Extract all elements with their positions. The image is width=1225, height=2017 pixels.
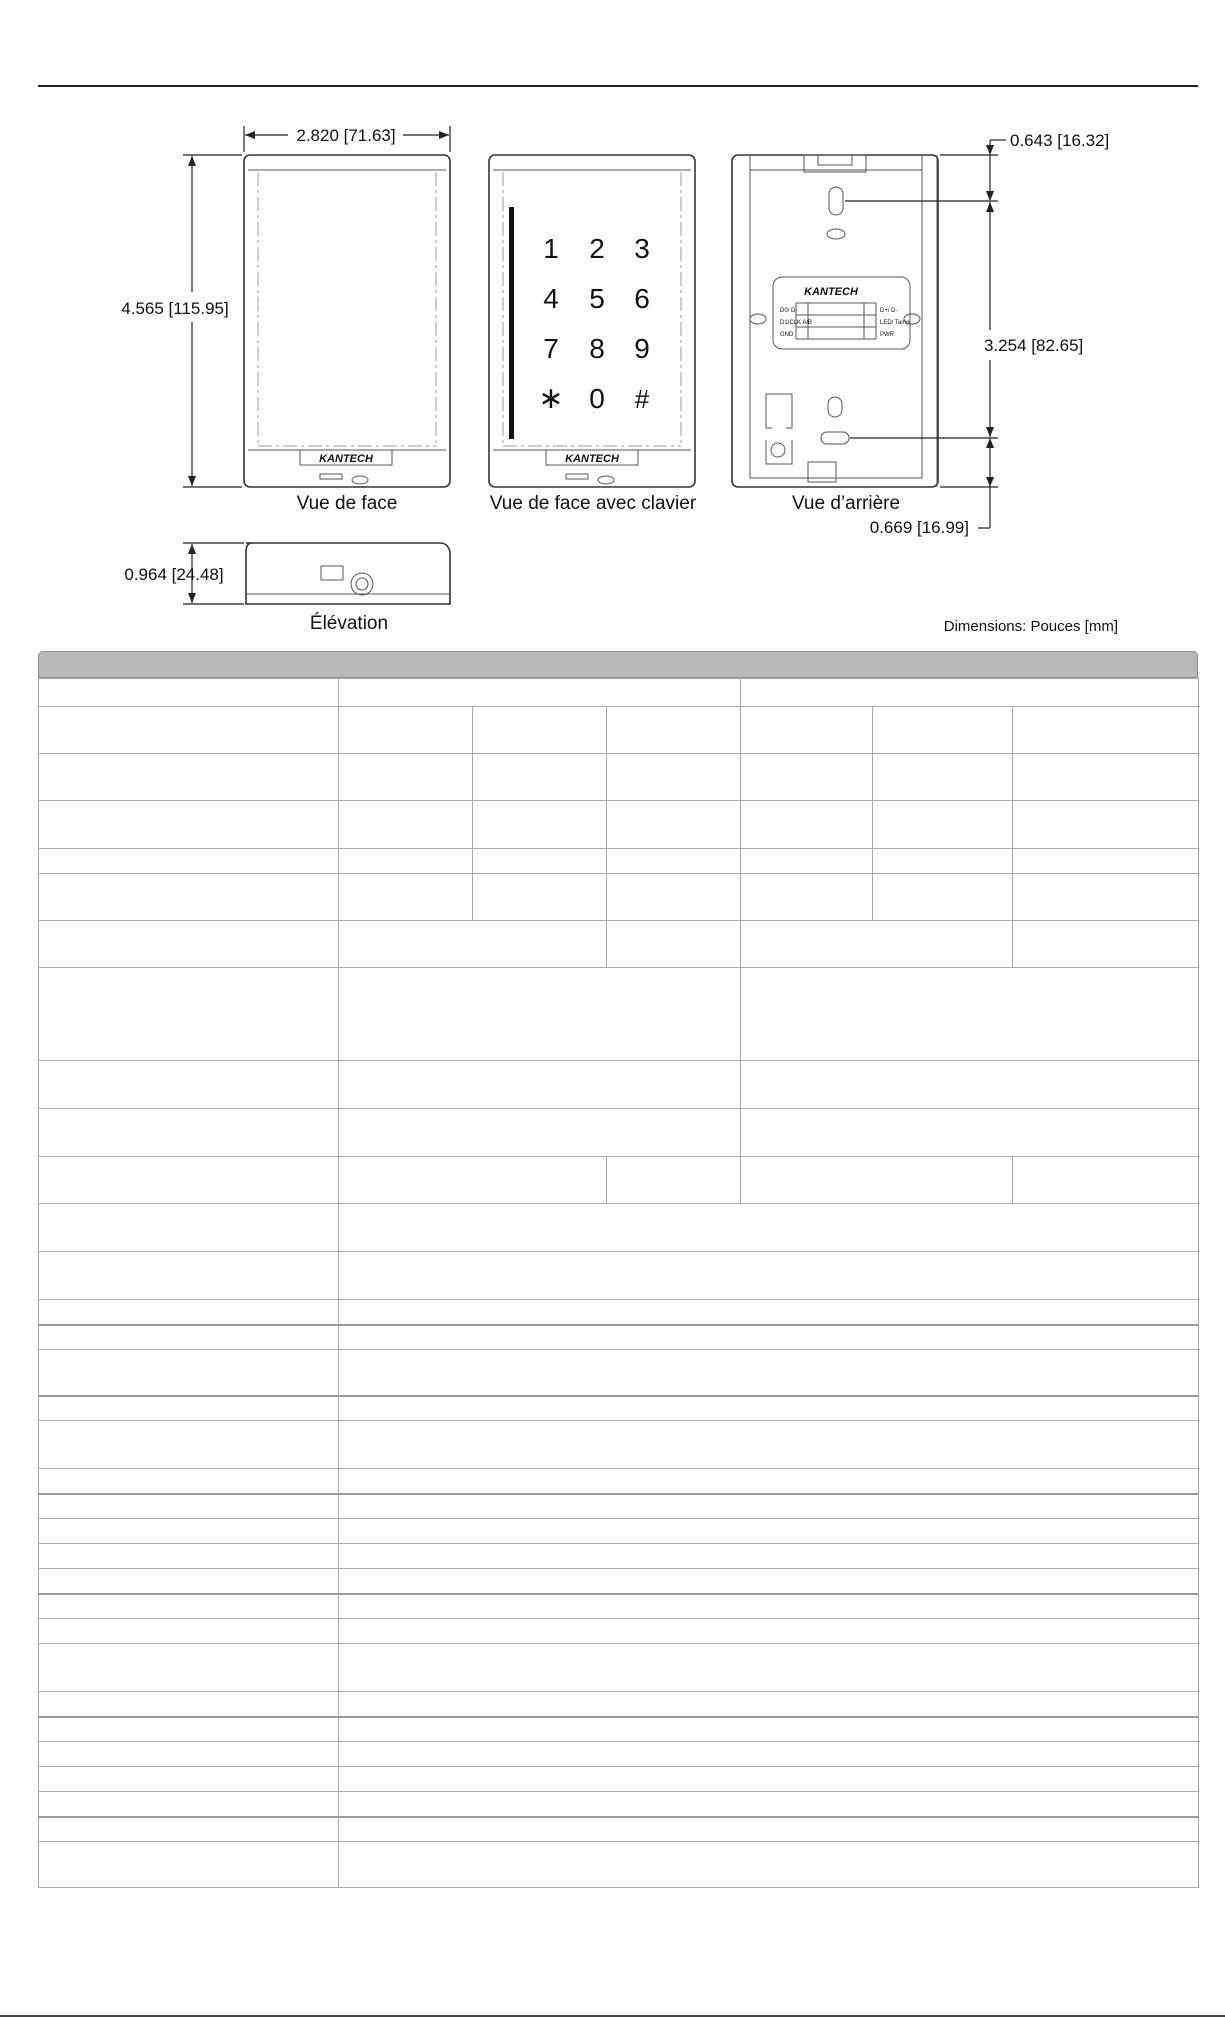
table-cell	[39, 1061, 339, 1109]
table-row	[39, 1717, 1199, 1742]
table-cell	[607, 1157, 741, 1204]
table-cell	[39, 1157, 339, 1204]
keypad-view-drawing	[489, 155, 697, 514]
table-cell	[339, 1325, 1199, 1350]
table-row	[39, 1494, 1199, 1519]
table-row	[39, 1300, 1199, 1325]
table-row	[39, 1569, 1199, 1594]
table-row	[39, 1742, 1199, 1767]
table-cell	[607, 801, 741, 849]
keypad-key-0: 0	[589, 383, 605, 414]
keypad-key-5: 5	[589, 283, 605, 314]
terminal-left-3: GND	[780, 332, 794, 338]
table-cell	[1013, 874, 1199, 921]
table-cell	[339, 1742, 1199, 1767]
table-cell	[39, 1792, 339, 1817]
terminal-right-3: PWR	[880, 332, 894, 338]
table-cell	[39, 1619, 339, 1644]
back-view-caption: Vue d’arrière	[791, 493, 901, 514]
table-row	[39, 1157, 1199, 1204]
table-cell	[339, 1644, 1199, 1692]
table-cell	[873, 707, 1013, 754]
table-row	[39, 707, 1199, 754]
table-cell	[39, 1594, 339, 1619]
table-row	[39, 1519, 1199, 1544]
table-row	[39, 1109, 1199, 1157]
table-cell	[39, 1396, 339, 1421]
table-cell	[339, 1494, 1199, 1519]
keypad-led-bar	[509, 207, 514, 439]
front-view-drawing	[121, 126, 450, 514]
table-cell	[339, 874, 473, 921]
table-cell	[741, 968, 1199, 1061]
front-height-label: 4.565 [115.95]	[121, 299, 229, 318]
table-cell	[607, 921, 741, 968]
table-cell	[1013, 921, 1199, 968]
elevation-caption: Élévation	[309, 613, 389, 634]
table-row	[39, 1204, 1199, 1252]
table-cell	[339, 1569, 1199, 1594]
table-cell	[339, 679, 741, 707]
keypad-key-star: ∗	[538, 382, 564, 415]
table-cell	[339, 801, 473, 849]
table-row	[39, 1767, 1199, 1792]
table-row	[39, 849, 1199, 874]
technical-drawings	[0, 0, 1225, 650]
elevation-height-label: 0.964 [24.48]	[124, 565, 224, 584]
table-cell	[339, 1421, 1199, 1469]
table-cell	[741, 849, 873, 874]
table-row	[39, 1544, 1199, 1569]
table-cell	[339, 1817, 1199, 1842]
table-cell	[339, 754, 473, 801]
front-width-label: 2.820 [71.63]	[296, 126, 396, 145]
table-cell	[39, 874, 339, 921]
table-row	[39, 1644, 1199, 1692]
table-row	[39, 1469, 1199, 1494]
table-cell	[873, 801, 1013, 849]
table-cell	[39, 1350, 339, 1396]
table-cell	[873, 849, 1013, 874]
table-cell	[39, 1544, 339, 1569]
table-cell	[741, 801, 873, 849]
table-cell	[39, 1692, 339, 1717]
table-cell	[607, 849, 741, 874]
table-row	[39, 1061, 1199, 1109]
terminal-left-1: D0/ D-	[780, 308, 798, 314]
spec-table-container	[38, 651, 1198, 1888]
table-cell	[339, 1061, 741, 1109]
table-cell	[473, 849, 607, 874]
table-cell	[339, 1692, 1199, 1717]
table-row	[39, 874, 1199, 921]
table-cell	[339, 1469, 1199, 1494]
table-cell	[1013, 707, 1199, 754]
table-cell	[339, 1594, 1199, 1619]
table-cell	[741, 1109, 1199, 1157]
table-cell	[39, 1469, 339, 1494]
table-cell	[39, 849, 339, 874]
spec-table	[38, 678, 1199, 1888]
table-cell	[607, 874, 741, 921]
table-cell	[339, 921, 607, 968]
back-view-drawing	[732, 131, 1109, 537]
table-cell	[339, 1350, 1199, 1396]
table-cell	[339, 849, 473, 874]
keypad-key-1: 1	[543, 233, 559, 264]
table-row	[39, 1421, 1199, 1469]
keypad-key-4: 4	[543, 283, 559, 314]
table-row	[39, 1396, 1199, 1421]
table-cell	[39, 1204, 339, 1252]
table-cell	[339, 1157, 607, 1204]
table-row	[39, 1792, 1199, 1817]
table-row	[39, 754, 1199, 801]
table-cell	[339, 1396, 1199, 1421]
table-cell	[39, 1300, 339, 1325]
table-cell	[339, 1519, 1199, 1544]
table-cell	[339, 1544, 1199, 1569]
terminal-left-2: D1/CLK A/B	[780, 320, 813, 326]
table-cell	[39, 1494, 339, 1519]
table-cell	[39, 1717, 339, 1742]
table-cell	[39, 1742, 339, 1767]
terminal-right-1: D+/ D-	[880, 308, 898, 314]
table-cell	[607, 707, 741, 754]
table-cell	[873, 874, 1013, 921]
table-row	[39, 1817, 1199, 1842]
table-row	[39, 1692, 1199, 1717]
table-row	[39, 1325, 1199, 1350]
table-cell	[339, 1717, 1199, 1742]
front-view-caption: Vue de face	[296, 493, 398, 514]
table-cell	[39, 801, 339, 849]
keypad-key-3: 3	[634, 233, 650, 264]
back-mid-dimension: 3.254 [82.65]	[984, 336, 1084, 355]
back-brand-text: KANTECH	[804, 286, 858, 298]
table-cell	[741, 679, 1199, 707]
table-row	[39, 1350, 1199, 1396]
spec-table-header-bar	[38, 651, 1198, 678]
table-cell	[339, 1109, 741, 1157]
keypad-brand-text: KANTECH	[565, 453, 619, 465]
keypad-key-hash: #	[634, 384, 650, 414]
table-cell	[473, 707, 607, 754]
table-cell	[339, 1204, 1199, 1252]
keypad-key-8: 8	[589, 333, 605, 364]
table-row	[39, 1252, 1199, 1300]
table-cell	[39, 1421, 339, 1469]
table-cell	[39, 968, 339, 1061]
table-cell	[1013, 1157, 1199, 1204]
table-row	[39, 801, 1199, 849]
table-cell	[741, 874, 873, 921]
table-cell	[39, 1842, 339, 1888]
table-row	[39, 1594, 1199, 1619]
keypad-key-6: 6	[634, 283, 650, 314]
table-cell	[473, 801, 607, 849]
table-cell	[39, 1325, 339, 1350]
units-note: Dimensions: Pouces [mm]	[943, 618, 1118, 635]
table-cell	[39, 1252, 339, 1300]
table-cell	[1013, 754, 1199, 801]
table-cell	[873, 754, 1013, 801]
back-bottom-dimension: 0.669 [16.99]	[869, 518, 969, 537]
terminal-right-2: LED/ Tamp	[880, 320, 910, 326]
table-cell	[741, 1061, 1199, 1109]
table-cell	[741, 1157, 1013, 1204]
front-brand-text: KANTECH	[319, 453, 373, 465]
keypad-key-9: 9	[634, 333, 650, 364]
table-cell	[741, 707, 873, 754]
table-row	[39, 679, 1199, 707]
table-cell	[39, 921, 339, 968]
table-row	[39, 1619, 1199, 1644]
table-cell	[339, 968, 741, 1061]
table-cell	[339, 1842, 1199, 1888]
table-cell	[473, 874, 607, 921]
table-row	[39, 1842, 1199, 1888]
table-cell	[39, 1519, 339, 1544]
table-cell	[39, 1109, 339, 1157]
back-top-dimension: 0.643 [16.32]	[1010, 131, 1110, 150]
table-cell	[39, 754, 339, 801]
table-cell	[339, 1792, 1199, 1817]
table-cell	[39, 1767, 339, 1792]
table-cell	[741, 921, 1013, 968]
table-cell	[339, 1252, 1199, 1300]
keypad-key-7: 7	[543, 333, 559, 364]
elevation-drawing	[124, 543, 450, 634]
table-cell	[39, 707, 339, 754]
table-cell	[1013, 849, 1199, 874]
table-cell	[39, 1817, 339, 1842]
table-cell	[39, 1569, 339, 1594]
table-row	[39, 968, 1199, 1061]
table-cell	[339, 707, 473, 754]
table-row	[39, 921, 1199, 968]
table-cell	[339, 1619, 1199, 1644]
keypad-key-2: 2	[589, 233, 605, 264]
table-cell	[39, 1644, 339, 1692]
table-cell	[339, 1767, 1199, 1792]
table-cell	[39, 679, 339, 707]
table-cell	[473, 754, 607, 801]
table-cell	[607, 754, 741, 801]
keypad-view-caption: Vue de face avec clavier	[489, 493, 697, 514]
table-cell	[1013, 801, 1199, 849]
table-cell	[339, 1300, 1199, 1325]
table-cell	[741, 754, 873, 801]
